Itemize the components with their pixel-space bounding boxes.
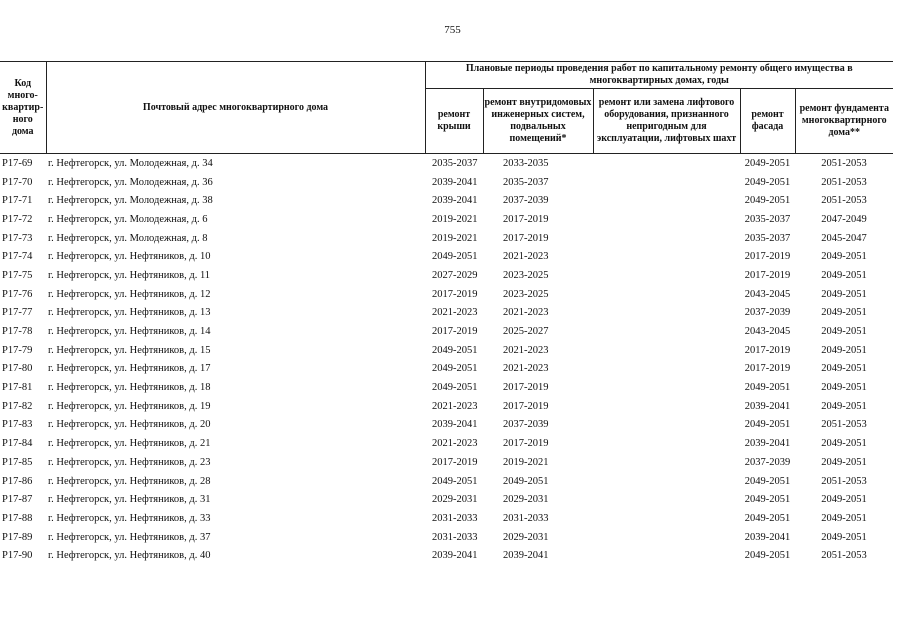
cell-foundation: 2045-2047 — [821, 232, 867, 244]
cell-foundation: 2049-2051 — [821, 288, 867, 300]
cell-address: г. Нефтегорск, ул. Нефтяников, д. 15 — [48, 344, 211, 356]
cell-engineering: 2017-2019 — [503, 400, 549, 412]
cell-code: P17-87 — [2, 494, 33, 506]
cell-address: г. Нефтегорск, ул. Нефтяников, д. 12 — [48, 288, 211, 300]
cell-lift — [593, 191, 740, 210]
cell-foundation: 2049-2051 — [821, 512, 867, 524]
cell-lift — [593, 546, 740, 565]
cell-roof: 2029-2031 — [432, 494, 478, 506]
cell-facade: 2035-2037 — [744, 232, 791, 244]
cell-engineering: 2029-2031 — [503, 494, 549, 506]
cell-engineering: 2035-2037 — [503, 176, 549, 188]
cell-roof: 2017-2019 — [432, 456, 478, 468]
cell-lift — [593, 472, 740, 491]
cell-roof: 2031-2033 — [432, 512, 478, 524]
cell-code: P17-83 — [2, 419, 33, 431]
cell-lift — [593, 285, 740, 304]
cell-code: P17-85 — [2, 456, 33, 468]
cell-facade: 2037-2039 — [744, 307, 791, 319]
cell-roof: 2049-2051 — [432, 251, 478, 263]
cell-engineering: 2023-2025 — [503, 269, 549, 281]
cell-foundation: 2049-2051 — [821, 456, 867, 468]
table-row — [0, 229, 893, 248]
cell-engineering: 2019-2021 — [503, 456, 549, 468]
cell-code: P17-73 — [2, 232, 33, 244]
cell-code: P17-76 — [2, 288, 33, 300]
cell-facade: 2043-2045 — [744, 288, 791, 300]
cell-address: г. Нефтегорск, ул. Нефтяников, д. 21 — [48, 438, 211, 450]
cell-code: P17-80 — [2, 363, 33, 375]
table-row — [0, 490, 893, 509]
header-periods-group: Плановые периоды проведения работ по капитальному ремонту общего имущества в многоквартирных домах, годы — [425, 62, 893, 89]
cell-facade: 2017-2019 — [744, 269, 791, 281]
cell-lift — [593, 490, 740, 509]
cell-lift — [593, 416, 740, 435]
cell-engineering: 2017-2019 — [503, 232, 549, 244]
cell-address: г. Нефтегорск, ул. Нефтяников, д. 11 — [48, 269, 211, 281]
table-row — [0, 509, 893, 528]
cell-facade: 2017-2019 — [744, 251, 791, 263]
cell-address: г. Нефтегорск, ул. Нефтяников, д. 19 — [48, 400, 211, 412]
cell-engineering: 2025-2027 — [503, 326, 549, 338]
cell-foundation: 2049-2051 — [821, 307, 867, 319]
cell-facade: 2017-2019 — [744, 363, 791, 375]
page-number: 755 — [444, 24, 461, 36]
cell-code: P17-89 — [2, 531, 33, 543]
cell-code: P17-82 — [2, 400, 33, 412]
cell-foundation: 2051-2053 — [821, 176, 867, 188]
cell-code: P17-86 — [2, 475, 33, 487]
cell-facade: 2049-2051 — [744, 157, 791, 169]
cell-roof: 2019-2021 — [432, 213, 478, 225]
cell-foundation: 2049-2051 — [821, 269, 867, 281]
cell-roof: 2039-2041 — [432, 176, 478, 188]
cell-facade: 2017-2019 — [744, 344, 791, 356]
table-row — [0, 546, 893, 565]
cell-engineering: 2031-2033 — [503, 512, 549, 524]
cell-facade: 2043-2045 — [744, 326, 791, 338]
cell-foundation: 2051-2053 — [821, 475, 867, 487]
cell-code: P17-69 — [2, 157, 33, 169]
cell-facade: 2039-2041 — [744, 400, 791, 412]
table-row — [0, 322, 893, 341]
cell-roof: 2049-2051 — [432, 382, 478, 394]
cell-code: P17-72 — [2, 213, 33, 225]
table-row — [0, 173, 893, 192]
cell-code: P17-71 — [2, 195, 33, 207]
header-engineering: ремонт внутридомовых инженерных систем, подвальных помещений* — [483, 89, 593, 154]
cell-lift — [593, 509, 740, 528]
cell-address: г. Нефтегорск, ул. Молодежная, д. 6 — [48, 213, 208, 225]
cell-engineering: 2037-2039 — [503, 195, 549, 207]
cell-roof: 2017-2019 — [432, 326, 478, 338]
cell-foundation: 2049-2051 — [821, 438, 867, 450]
cell-lift — [593, 173, 740, 192]
cell-address: г. Нефтегорск, ул. Нефтяников, д. 37 — [48, 531, 211, 543]
cell-roof: 2049-2051 — [432, 475, 478, 487]
cell-roof: 2049-2051 — [432, 363, 478, 375]
cell-address: г. Нефтегорск, ул. Молодежная, д. 8 — [48, 232, 208, 244]
cell-roof: 2021-2023 — [432, 438, 478, 450]
cell-roof: 2017-2019 — [432, 288, 478, 300]
table-row — [0, 247, 893, 266]
header-code: Код много-квартир-ного дома — [0, 62, 46, 154]
header-roof: ремонт крыши — [425, 89, 483, 154]
cell-code: P17-74 — [2, 251, 33, 263]
cell-foundation: 2049-2051 — [821, 251, 867, 263]
cell-address: г. Нефтегорск, ул. Молодежная, д. 34 — [48, 157, 213, 169]
table-row — [0, 360, 893, 379]
cell-roof: 2019-2021 — [432, 232, 478, 244]
table-row — [0, 378, 893, 397]
table-row — [0, 304, 893, 323]
cell-code: P17-78 — [2, 326, 33, 338]
cell-facade: 2035-2037 — [744, 213, 791, 225]
cell-address: г. Нефтегорск, ул. Нефтяников, д. 10 — [48, 251, 211, 263]
cell-code: P17-75 — [2, 269, 33, 281]
capital-repair-schedule-table — [0, 61, 893, 565]
cell-roof: 2027-2029 — [432, 269, 478, 281]
cell-address: г. Нефтегорск, ул. Нефтяников, д. 31 — [48, 494, 211, 506]
cell-engineering: 2021-2023 — [503, 363, 549, 375]
cell-engineering: 2037-2039 — [503, 419, 549, 431]
cell-lift — [593, 210, 740, 229]
cell-lift — [593, 453, 740, 472]
cell-facade: 2049-2051 — [744, 550, 791, 562]
cell-roof: 2039-2041 — [432, 419, 478, 431]
table-row — [0, 397, 893, 416]
cell-engineering: 2021-2023 — [503, 307, 549, 319]
table-row — [0, 416, 893, 435]
cell-foundation: 2049-2051 — [821, 494, 867, 506]
cell-address: г. Нефтегорск, ул. Нефтяников, д. 13 — [48, 307, 211, 319]
cell-facade: 2039-2041 — [744, 531, 791, 543]
cell-engineering: 2017-2019 — [503, 438, 549, 450]
cell-address: г. Нефтегорск, ул. Нефтяников, д. 33 — [48, 512, 211, 524]
cell-address: г. Нефтегорск, ул. Нефтяников, д. 18 — [48, 382, 211, 394]
cell-foundation: 2049-2051 — [821, 531, 867, 543]
cell-facade: 2049-2051 — [744, 419, 791, 431]
cell-facade: 2049-2051 — [744, 494, 791, 506]
cell-address: г. Нефтегорск, ул. Нефтяников, д. 28 — [48, 475, 211, 487]
cell-lift — [593, 266, 740, 285]
cell-roof: 2031-2033 — [432, 531, 478, 543]
cell-foundation: 2051-2053 — [821, 195, 867, 207]
table-body — [0, 154, 893, 566]
cell-code: P17-90 — [2, 550, 33, 562]
cell-roof: 2021-2023 — [432, 400, 478, 412]
cell-address: г. Нефтегорск, ул. Нефтяников, д. 20 — [48, 419, 211, 431]
table-row — [0, 285, 893, 304]
table-row — [0, 341, 893, 360]
cell-facade: 2037-2039 — [744, 456, 791, 468]
header-lift: ремонт или замена лифтового оборудования, признанного непригодным для эксплуатации, лифтовых шахт — [593, 89, 740, 154]
table-row — [0, 528, 893, 547]
cell-roof: 2021-2023 — [432, 307, 478, 319]
cell-lift — [593, 434, 740, 453]
cell-engineering: 2021-2023 — [503, 344, 549, 356]
cell-address: г. Нефтегорск, ул. Нефтяников, д. 23 — [48, 456, 211, 468]
cell-address: г. Нефтегорск, ул. Молодежная, д. 38 — [48, 195, 213, 207]
cell-engineering: 2017-2019 — [503, 213, 549, 225]
header-foundation: ремонт фундамента многоквартирного дома** — [795, 89, 893, 154]
cell-code: P17-88 — [2, 512, 33, 524]
cell-engineering: 2017-2019 — [503, 382, 549, 394]
cell-foundation: 2049-2051 — [821, 400, 867, 412]
cell-lift — [593, 229, 740, 248]
cell-facade: 2049-2051 — [744, 382, 791, 394]
cell-lift — [593, 528, 740, 547]
cell-lift — [593, 247, 740, 266]
cell-code: P17-70 — [2, 176, 33, 188]
table-row — [0, 210, 893, 229]
table-row — [0, 472, 893, 491]
cell-foundation: 2051-2053 — [821, 550, 867, 562]
cell-address: г. Нефтегорск, ул. Нефтяников, д. 40 — [48, 550, 211, 562]
cell-roof: 2039-2041 — [432, 550, 478, 562]
cell-code: P17-79 — [2, 344, 33, 356]
table-row — [0, 191, 893, 210]
cell-lift — [593, 341, 740, 360]
table-row — [0, 453, 893, 472]
cell-lift — [593, 360, 740, 379]
cell-code: P17-84 — [2, 438, 33, 450]
cell-address: г. Нефтегорск, ул. Нефтяников, д. 17 — [48, 363, 211, 375]
cell-facade: 2049-2051 — [744, 475, 791, 487]
cell-engineering: 2023-2025 — [503, 288, 549, 300]
cell-engineering: 2029-2031 — [503, 531, 549, 543]
table-header — [0, 62, 893, 154]
cell-roof: 2039-2041 — [432, 195, 478, 207]
cell-facade: 2049-2051 — [744, 176, 791, 188]
cell-foundation: 2051-2053 — [821, 419, 867, 431]
cell-foundation: 2049-2051 — [821, 382, 867, 394]
table-row — [0, 154, 893, 173]
header-address: Почтовый адрес многоквартирного дома — [46, 62, 425, 154]
table-row — [0, 434, 893, 453]
cell-facade: 2049-2051 — [744, 195, 791, 207]
table-row — [0, 266, 893, 285]
cell-lift — [593, 322, 740, 341]
cell-code: P17-77 — [2, 307, 33, 319]
cell-foundation: 2049-2051 — [821, 326, 867, 338]
cell-foundation: 2047-2049 — [821, 213, 867, 225]
cell-foundation: 2049-2051 — [821, 344, 867, 356]
cell-engineering: 2033-2035 — [503, 157, 549, 169]
cell-lift — [593, 397, 740, 416]
cell-roof: 2049-2051 — [432, 344, 478, 356]
cell-code: P17-81 — [2, 382, 33, 394]
cell-address: г. Нефтегорск, ул. Нефтяников, д. 14 — [48, 326, 211, 338]
cell-engineering: 2049-2051 — [503, 475, 549, 487]
cell-facade: 2039-2041 — [744, 438, 791, 450]
cell-address: г. Нефтегорск, ул. Молодежная, д. 36 — [48, 176, 213, 188]
cell-roof: 2035-2037 — [432, 157, 478, 169]
header-facade: ремонт фасада — [740, 89, 795, 154]
cell-foundation: 2051-2053 — [821, 157, 867, 169]
cell-engineering: 2021-2023 — [503, 251, 549, 263]
cell-lift — [593, 378, 740, 397]
cell-engineering: 2039-2041 — [503, 550, 549, 562]
cell-lift — [593, 154, 740, 173]
cell-facade: 2049-2051 — [744, 512, 791, 524]
cell-lift — [593, 304, 740, 323]
cell-foundation: 2049-2051 — [821, 363, 867, 375]
